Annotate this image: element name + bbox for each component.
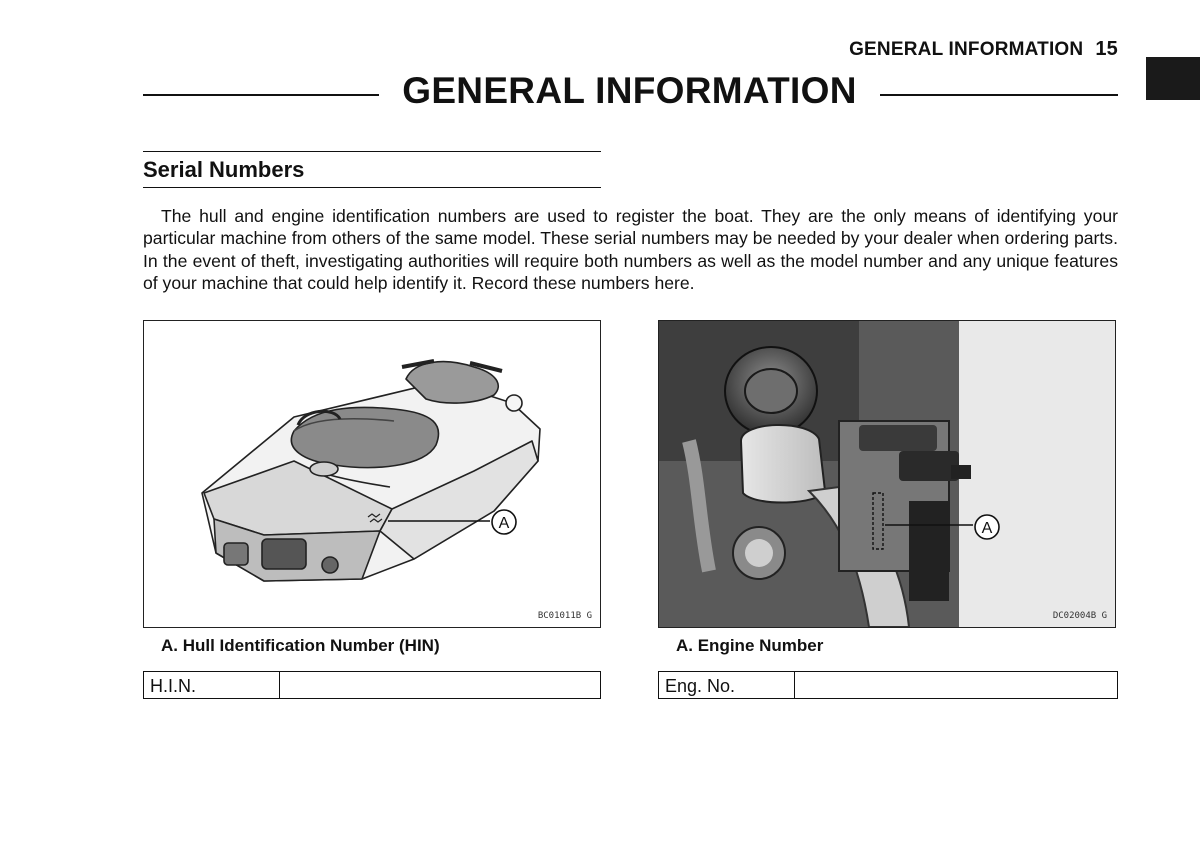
section-heading: Serial Numbers (143, 157, 305, 182)
chapter-thumb-tab (1146, 57, 1200, 100)
title-rule-right (880, 94, 1118, 96)
hin-record-box (143, 671, 601, 699)
hull-figure-caption: A. Hull Identification Number (HIN) (161, 636, 440, 655)
page-number: 15 (1095, 38, 1118, 60)
body-paragraph: The hull and engine identification numbers are used to register the boat. They are the only means of identifying your particular machine from others of the same model. These serial numbers may be needed by your dealer when ordering parts. In the event of theft, investigating authorities will require both numbers as well as the model number and any unique features of your machine that could help identify it. Record these numbers here. (143, 206, 1118, 294)
hull-callout-label: A (498, 515, 510, 532)
title-rule-left (143, 94, 379, 96)
engine-figure-code: DC02004B G (1052, 611, 1107, 621)
engine-figure-caption: A. Engine Number (676, 636, 824, 655)
running-head (849, 38, 1118, 61)
engine-number-label: Eng. No. (659, 672, 795, 698)
engine-callout-label: A (981, 520, 993, 537)
engine-number-record-box (658, 671, 1118, 699)
section-rule-bottom (143, 187, 601, 188)
hin-write-in-field[interactable] (280, 672, 600, 698)
chapter-title: GENERAL INFORMATION (402, 70, 857, 111)
hull-figure-code: BC01011B G (537, 611, 592, 621)
section-rule-top (143, 151, 601, 152)
hin-label: H.I.N. (144, 672, 280, 698)
engine-figure (658, 320, 1116, 628)
watercraft-illustration (144, 321, 600, 627)
running-head-section: GENERAL INFORMATION (849, 39, 1084, 60)
engine-number-write-in-field[interactable] (795, 672, 1117, 698)
hull-figure (143, 320, 601, 628)
engine-photo (659, 321, 1115, 627)
